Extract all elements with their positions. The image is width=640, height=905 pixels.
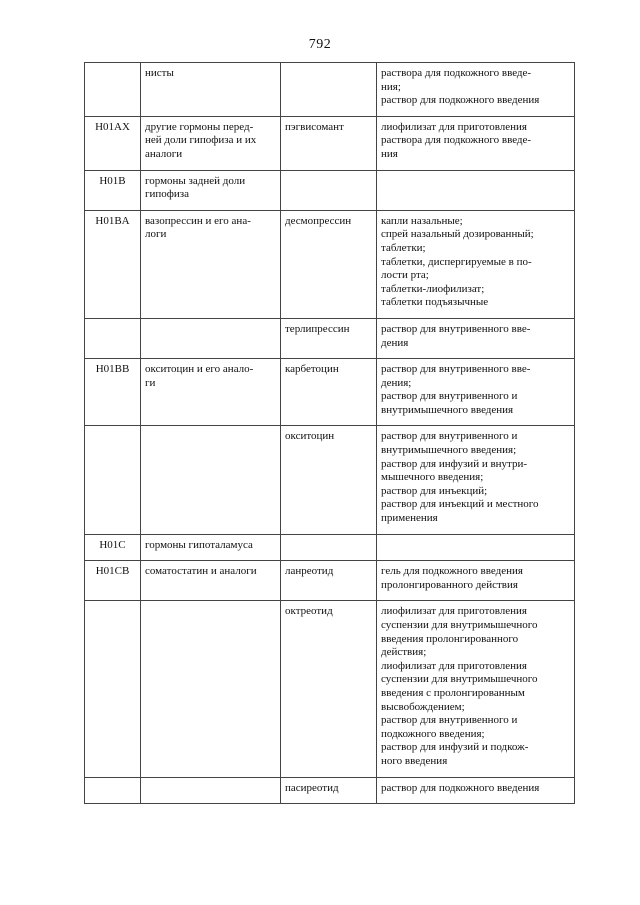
substance-cell — [281, 426, 377, 534]
dosage-forms-cell — [377, 210, 575, 318]
cell-line: ния — [381, 147, 398, 160]
cell-line: раствор для внутривенного вве- — [381, 322, 531, 335]
cell-line: другие гормоны перед- — [145, 120, 254, 133]
substance-cell — [281, 210, 377, 318]
substance-cell — [281, 359, 377, 426]
dosage-forms-cell — [377, 426, 575, 534]
group-cell — [141, 318, 281, 358]
cell-line: пролонгированного действия — [381, 578, 518, 591]
cell-line: высвобождением; — [381, 700, 465, 713]
cell-line: гипофиза — [145, 188, 190, 201]
atc-code: H01BA — [95, 214, 130, 227]
cell-line: вазопрессин и его ана- — [145, 214, 251, 227]
atc-code-cell — [85, 170, 141, 210]
atc-code-cell — [85, 426, 141, 534]
cell-line: таблетки; — [381, 241, 426, 254]
atc-code: H01CB — [95, 565, 130, 578]
dosage-forms-cell — [377, 116, 575, 170]
table-row — [85, 63, 575, 117]
substance-name: пэгвисомант — [285, 120, 344, 133]
substance-name: карбетоцин — [285, 363, 339, 376]
cell-line: раствор для инфузий и внутри- — [381, 457, 528, 470]
cell-line: действия; — [381, 646, 427, 659]
cell-line: дения; — [381, 376, 412, 389]
cell-line: мышечного введения; — [381, 471, 484, 484]
cell-line: внутримышечного введения; — [381, 444, 517, 457]
group-cell — [141, 210, 281, 318]
cell-line: раствор для внутривенного и — [381, 714, 518, 727]
cell-line: спрей назальный дозированный; — [381, 228, 534, 241]
cell-line: аналоги — [145, 147, 183, 160]
substance-cell — [281, 777, 377, 804]
cell-line: раствор для внутривенного и — [381, 390, 518, 403]
cell-line: раствор для инъекций; — [381, 484, 488, 497]
cell-line: раствор для инъекций и местного — [381, 498, 539, 511]
group-cell — [141, 561, 281, 601]
atc-code-cell — [85, 561, 141, 601]
table-row — [85, 601, 575, 777]
substance-name: десмопрессин — [285, 214, 352, 227]
substance-cell — [281, 170, 377, 210]
cell-line: ного введения — [381, 754, 448, 767]
substance-cell — [281, 116, 377, 170]
group-cell — [141, 63, 281, 117]
atc-code: H01C — [99, 538, 126, 551]
atc-code: H01AX — [95, 120, 130, 133]
cell-line: раствора для подкожного введе- — [381, 67, 532, 79]
table-row — [85, 318, 575, 358]
atc-code-cell — [85, 63, 141, 117]
cell-line: таблетки подъязычные — [381, 296, 489, 309]
atc-code-cell — [85, 359, 141, 426]
atc-code-cell — [85, 116, 141, 170]
cell-line: лости рта; — [381, 269, 429, 282]
cell-line: ния; — [381, 80, 401, 93]
dosage-forms-cell — [377, 63, 575, 117]
cell-line: нисты — [145, 67, 174, 79]
group-cell — [141, 534, 281, 561]
substance-name: окситоцин — [285, 430, 335, 443]
cell-line: введения пролонгированного — [381, 632, 519, 645]
cell-line: суспензии для внутримышечного — [381, 619, 538, 631]
substance-name: пасиреотид — [285, 781, 339, 794]
group-cell — [141, 116, 281, 170]
group-cell — [141, 170, 281, 210]
cell-line: раствор для внутривенного и — [381, 430, 518, 443]
dosage-forms-cell — [377, 777, 575, 804]
table-row — [85, 534, 575, 561]
group-cell — [141, 359, 281, 426]
cell-line: лиофилизат для приготовления — [381, 659, 527, 672]
cell-line: применения — [381, 512, 438, 525]
table-row — [85, 561, 575, 601]
cell-line: ней доли гипофиза и их — [145, 134, 257, 147]
cell-line: лиофилизат для приготовления — [381, 120, 527, 133]
substance-name: ланреотид — [285, 565, 334, 578]
cell-line: гормоны задней доли — [145, 174, 246, 187]
cell-line: подкожного введения; — [381, 727, 485, 740]
cell-line: таблетки-лиофилизат; — [381, 282, 485, 295]
group-cell — [141, 601, 281, 777]
atc-code-cell — [85, 210, 141, 318]
cell-line: раствор для инфузий и подкож- — [381, 741, 529, 754]
cell-line: раствор для внутривенного вве- — [381, 363, 531, 376]
table-body — [85, 63, 575, 804]
cell-line: дения — [381, 336, 409, 349]
cell-line: логи — [145, 228, 167, 241]
cell-line: капли назальные; — [381, 214, 463, 227]
cell-line: раствора для подкожного введе- — [381, 134, 532, 147]
cell-line: ги — [145, 376, 156, 389]
cell-line: введения с пролонгированным — [381, 686, 525, 699]
table-row — [85, 426, 575, 534]
cell-line: гель для подкожного введения — [381, 565, 523, 578]
atc-code: H01BB — [95, 363, 130, 376]
group-cell — [141, 777, 281, 804]
substance-cell — [281, 318, 377, 358]
dosage-forms-cell — [377, 359, 575, 426]
dosage-forms-cell — [377, 561, 575, 601]
drug-table — [84, 62, 575, 804]
group-cell — [141, 426, 281, 534]
cell-line: таблетки, диспергируемые в по- — [381, 255, 532, 268]
cell-line: раствор для подкожного введения — [381, 781, 540, 794]
atc-code-cell — [85, 534, 141, 561]
substance-cell — [281, 534, 377, 561]
cell-line: раствор для подкожного введения — [381, 94, 540, 107]
cell-line: внутримышечного введения — [381, 403, 514, 416]
atc-code-cell — [85, 318, 141, 358]
substance-cell — [281, 601, 377, 777]
table-row — [85, 359, 575, 426]
atc-code-cell — [85, 601, 141, 777]
page-number: 792 — [308, 37, 332, 52]
atc-code-cell — [85, 777, 141, 804]
cell-line: лиофилизат для приготовления — [381, 605, 527, 618]
cell-line: окситоцин и его анало- — [145, 363, 254, 376]
table-row — [85, 116, 575, 170]
table-row — [85, 170, 575, 210]
cell-line: гормоны гипоталамуса — [145, 538, 253, 551]
atc-code: H01B — [99, 174, 126, 187]
substance-name: терлипрессин — [285, 322, 350, 335]
dosage-forms-cell — [377, 170, 575, 210]
substance-cell — [281, 63, 377, 117]
dosage-forms-cell — [377, 601, 575, 777]
cell-line: соматостатин и аналоги — [145, 565, 257, 578]
dosage-forms-cell — [377, 534, 575, 561]
cell-line: суспензии для внутримышечного — [381, 673, 538, 686]
dosage-forms-cell — [377, 318, 575, 358]
table-row — [85, 777, 575, 804]
substance-cell — [281, 561, 377, 601]
table-row — [85, 210, 575, 318]
substance-name: октреотид — [285, 605, 333, 618]
